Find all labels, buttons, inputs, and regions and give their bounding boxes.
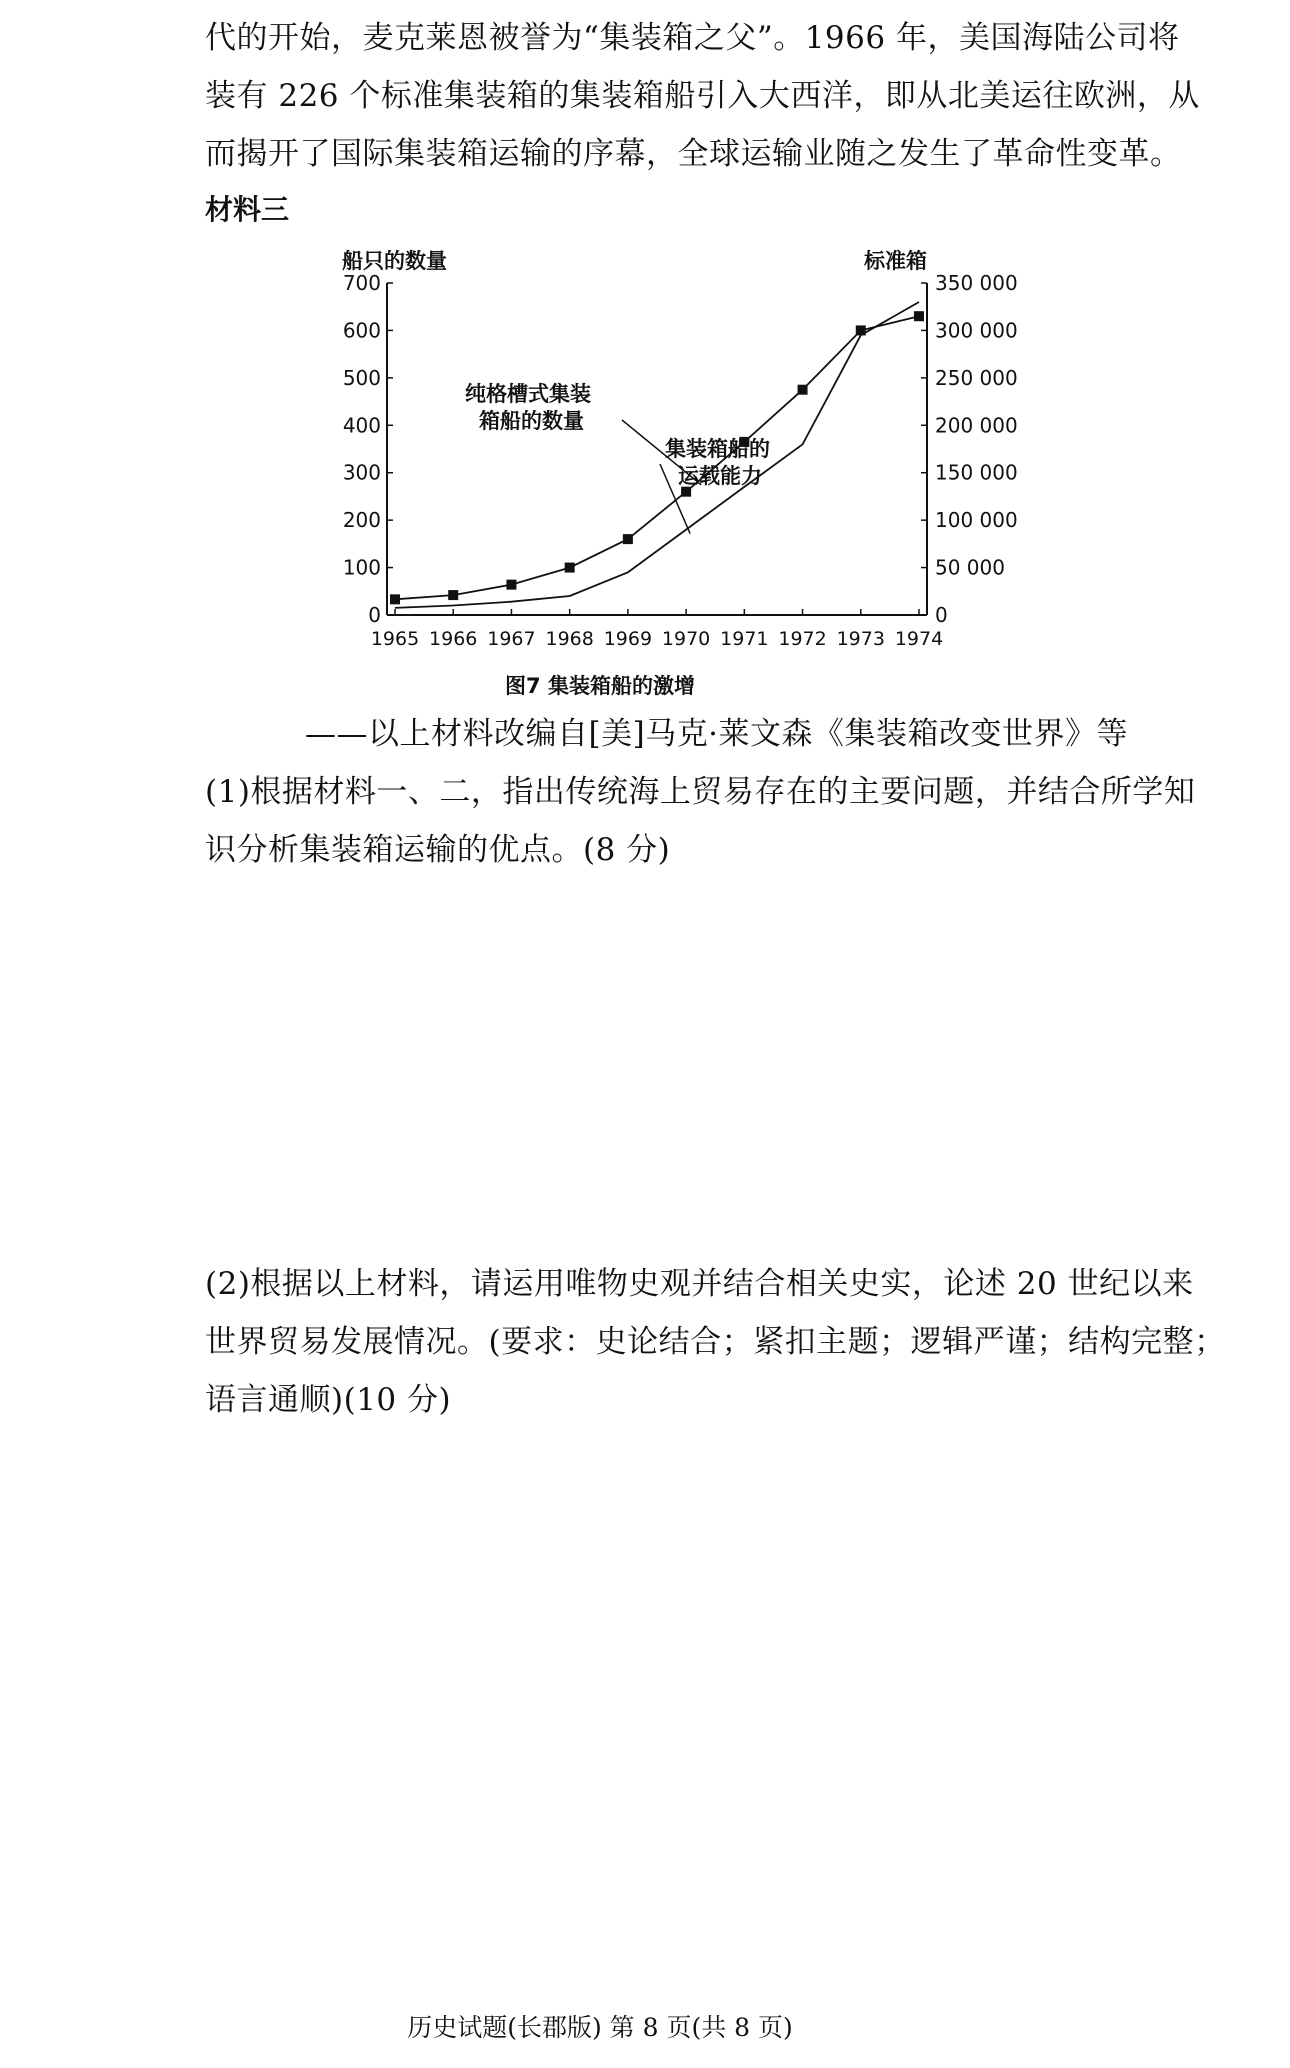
left-axis-tick-label: 200 bbox=[342, 508, 381, 533]
question-2-line: 世界贸易发展情况。(要求：史论结合；紧扣主题；逻辑严谨；结构完整； bbox=[205, 1324, 1226, 1360]
left-axis-tick-label: 0 bbox=[368, 603, 381, 627]
data-point-marker bbox=[914, 311, 924, 321]
paragraph-line: 而揭开了国际集装箱运输的序幕，全球运输业随之发生了革命性变革。 bbox=[205, 136, 1182, 172]
series-1-label-line: 箱船的数量 bbox=[479, 409, 584, 433]
x-axis-tick-label: 1968 bbox=[545, 628, 594, 650]
right-axis-tick-label: 250 000 bbox=[935, 365, 1018, 390]
series-2-label-line: 集装箱船的 bbox=[665, 437, 770, 461]
question-2-line: 语言通顺)(10 分) bbox=[205, 1382, 452, 1418]
question-1-line: (1)根据材料一、二，指出传统海上贸易存在的主要问题，并结合所学知 bbox=[205, 774, 1196, 810]
left-axis-tick-label: 300 bbox=[342, 460, 381, 485]
data-point-marker bbox=[390, 594, 400, 604]
dual-axis-line-chart bbox=[340, 238, 1018, 658]
x-axis-tick-label: 1967 bbox=[487, 628, 536, 650]
question-2-line: (2)根据以上材料，请运用唯物史观并结合相关史实，论述 20 世纪以来 bbox=[205, 1266, 1194, 1302]
paragraph-line: 装有 226 个标准集装箱的集装箱船引入大西洋，即从北美运往欧洲，从 bbox=[205, 78, 1200, 114]
x-axis-tick-label: 1974 bbox=[894, 628, 944, 650]
data-point-marker bbox=[448, 590, 458, 600]
data-point-marker bbox=[565, 563, 575, 573]
page-footer: 历史试题(长郡版) 第 8 页(共 8 页) bbox=[407, 2013, 793, 2042]
paragraph-line: 代的开始，麦克莱恩被誉为“集装箱之父”。1966 年，美国海陆公司将 bbox=[205, 20, 1180, 56]
x-axis-tick-label: 1966 bbox=[429, 628, 478, 650]
left-axis-tick-label: 500 bbox=[342, 365, 381, 390]
right-axis-tick-label: 0 bbox=[935, 603, 948, 627]
right-axis-tick-label: 150 000 bbox=[935, 460, 1018, 485]
right-axis-tick-label: 350 000 bbox=[935, 271, 1018, 295]
question-1-line: 识分析集装箱运输的优点。(8 分) bbox=[205, 832, 671, 868]
left-axis-tick-label: 700 bbox=[342, 271, 381, 295]
x-axis-tick-label: 1972 bbox=[778, 628, 827, 650]
source-line: ——以上材料改编自[美]马克·莱文森《集装箱改变世界》等 bbox=[305, 716, 1129, 752]
data-point-marker bbox=[798, 385, 808, 395]
data-point-marker bbox=[681, 487, 691, 497]
left-axis-tick-label: 600 bbox=[342, 318, 381, 343]
series-2-label-line: 运载能力 bbox=[678, 464, 762, 488]
left-axis-title: 船只的数量 bbox=[342, 249, 447, 273]
series-1-label-line: 纯格槽式集装 bbox=[465, 382, 591, 406]
data-point-marker bbox=[506, 580, 516, 590]
x-axis-tick-label: 1965 bbox=[370, 628, 420, 650]
left-axis-tick-label: 400 bbox=[342, 413, 381, 438]
series-line-1 bbox=[395, 316, 919, 599]
right-axis-tick-label: 50 000 bbox=[935, 555, 1005, 580]
figure-caption: 图7 集装箱船的激增 bbox=[505, 674, 695, 698]
data-point-marker bbox=[623, 534, 633, 544]
x-axis-tick-label: 1969 bbox=[603, 628, 653, 650]
x-axis-tick-label: 1971 bbox=[720, 628, 769, 650]
x-axis-tick-label: 1973 bbox=[836, 628, 885, 650]
left-axis-tick-label: 100 bbox=[342, 555, 381, 580]
right-axis-tick-label: 200 000 bbox=[935, 413, 1018, 438]
series-line-2 bbox=[395, 302, 919, 608]
right-axis-tick-label: 100 000 bbox=[935, 508, 1018, 533]
right-axis-title: 标准箱 bbox=[864, 249, 927, 273]
material-heading: 材料三 bbox=[205, 193, 290, 226]
x-axis-tick-label: 1970 bbox=[661, 628, 711, 650]
right-axis-tick-label: 300 000 bbox=[935, 318, 1018, 343]
